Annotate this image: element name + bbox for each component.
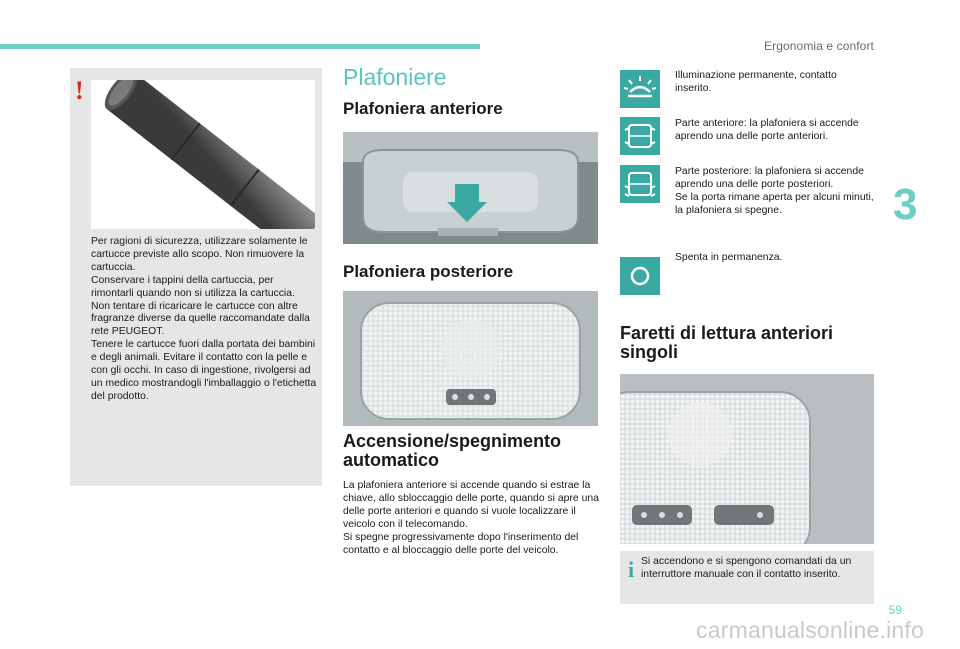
rear-door-icon [620,165,660,203]
auto-switch-heading: Accensione/spegnimento automatico [343,431,562,470]
cartridge-illustration [91,80,315,229]
warning-text: Per ragioni di sicurezza, utilizzare solamente le cartucce previste allo scopo. Non rimuovere la cartuccia. Conservare i tappini della cartuccia, per rimontarli quando non si utilizza la cartuccia. Non tentare di ricaricare le cartucce con altre fragranze diverse da quelle raccomandate dalla rete PEUGEOT. Tenere le cartucce fuori dalla portata dei bambini e degli animali. Evitare il contatto con la pelle e con gli occhi. In caso di ingestione, rivolgersi ad un medico mostrandogli l'imballaggio o l'etichetta del prodotto. [91,236,317,402]
header-accent-bar [0,44,480,49]
warning-icon: ! [75,76,84,105]
page-number: 59 [888,603,902,617]
front-light-heading: Plafoniera anteriore [343,99,503,118]
mode-text-permanent: Illuminazione permanente, contatto inserito. [675,70,837,94]
page-title: Plafoniere [343,64,447,90]
mode-text-off: Spenta in permanenza. [675,252,783,263]
rear-ceiling-light-image [343,291,598,426]
reading-lights-image [620,374,874,544]
info-icon: i [628,557,635,582]
info-text: Si accendono e si spengono comandati da un interruttore manuale con il contatto inserito. [641,556,852,580]
watermark: carmanualsonline.info [696,617,924,643]
auto-switch-text: La plafoniera anteriore si accende quando si estrae la chiave, allo sbloccaggio delle porte, quando si apre una delle porte anteriori e quando si vuole localizzare il veicolo con il telecomando. Si spegne progressivamente dopo l'inserimento del contatto e al bloccaggio delle porte del veicolo. [343,480,599,556]
reading-lights-heading: Faretti di lettura anteriori singoli [620,323,834,362]
light-on-icon [620,70,660,108]
mode-text-front: Parte anteriore: la plafoniera si accende aprendo una delle porte anteriori. [675,118,859,142]
warning-box [70,68,322,486]
front-door-icon [620,117,660,155]
info-box [620,551,874,604]
chapter-number: 3 [893,180,918,229]
rear-light-heading: Plafoniera posteriore [343,262,514,281]
section-title: Ergonomia e confort [764,39,874,53]
off-icon [620,257,660,295]
front-ceiling-light-image [343,132,598,244]
mode-text-rear: Parte posteriore: la plafoniera si accende aprendo una delle porte posteriori. Se la porta rimane aperta per alcuni minuti, la plafoniera si spegne. [675,166,874,216]
